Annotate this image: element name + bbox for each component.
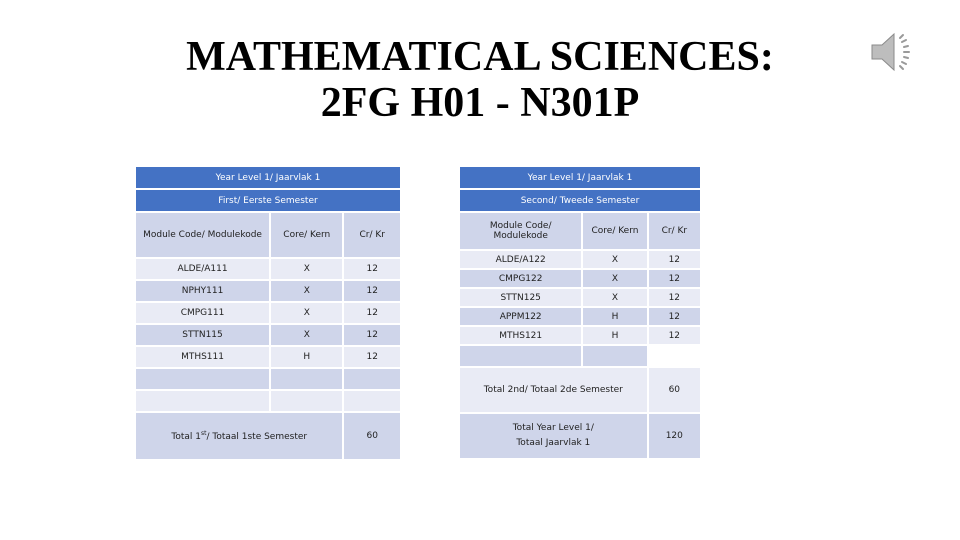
module-code-cell: APPM122 bbox=[459, 307, 582, 326]
credit-cell: 12 bbox=[343, 324, 401, 346]
table-row bbox=[459, 250, 701, 269]
empty-row bbox=[135, 368, 401, 390]
core-cell: X bbox=[582, 250, 647, 269]
column-header-credits: Cr/ Kr bbox=[343, 212, 401, 258]
credit-cell: 12 bbox=[648, 307, 701, 326]
table-row bbox=[459, 326, 701, 345]
year-total-label: Total Year Level 1/ Totaal Jaarvlak 1 bbox=[459, 413, 648, 459]
title-line-2: 2FG H01 - N301P bbox=[320, 80, 640, 126]
first-semester-table bbox=[134, 165, 402, 461]
total-value: 60 bbox=[343, 412, 401, 460]
semester-total-row bbox=[459, 367, 701, 413]
year-level-header: Year Level 1/ Jaarvlak 1 bbox=[135, 166, 401, 189]
module-code-cell: MTHS121 bbox=[459, 326, 582, 345]
second-semester-table bbox=[458, 165, 702, 460]
year-level-header: Year Level 1/ Jaarvlak 1 bbox=[459, 166, 701, 189]
year-total-value: 120 bbox=[648, 413, 701, 459]
empty-row bbox=[459, 345, 701, 367]
credit-cell: 12 bbox=[648, 250, 701, 269]
column-header-module-code: Module Code/ Modulekode bbox=[135, 212, 270, 258]
core-cell: H bbox=[582, 307, 647, 326]
semester-header: First/ Eerste Semester bbox=[135, 189, 401, 212]
core-cell: H bbox=[582, 326, 647, 345]
core-cell: X bbox=[582, 288, 647, 307]
credit-cell: 12 bbox=[648, 288, 701, 307]
credit-cell: 12 bbox=[648, 269, 701, 288]
total-label: Total 1st/ Totaal 1ste Semester bbox=[135, 412, 343, 460]
speaker-icon[interactable] bbox=[868, 28, 920, 76]
credit-cell: 12 bbox=[343, 258, 401, 280]
table-row bbox=[135, 280, 401, 302]
credit-cell: 12 bbox=[343, 302, 401, 324]
core-cell: X bbox=[582, 269, 647, 288]
core-cell: X bbox=[270, 258, 343, 280]
semester-total-label: Total 2nd/ Totaal 2de Semester bbox=[459, 367, 648, 413]
page-title bbox=[0, 34, 960, 126]
module-code-cell: CMPG111 bbox=[135, 302, 270, 324]
table-row bbox=[459, 307, 701, 326]
empty-row bbox=[135, 390, 401, 412]
module-code-cell: STTN125 bbox=[459, 288, 582, 307]
column-header-credits: Cr/ Kr bbox=[648, 212, 701, 250]
semester-header: Second/ Tweede Semester bbox=[459, 189, 701, 212]
module-code-cell: MTHS111 bbox=[135, 346, 270, 368]
core-cell: X bbox=[270, 324, 343, 346]
module-code-cell: ALDE/A122 bbox=[459, 250, 582, 269]
table-row bbox=[459, 269, 701, 288]
module-code-cell: CMPG122 bbox=[459, 269, 582, 288]
credit-cell: 12 bbox=[648, 326, 701, 345]
table-row bbox=[135, 324, 401, 346]
module-code-cell: ALDE/A111 bbox=[135, 258, 270, 280]
year-total-row bbox=[459, 413, 701, 459]
module-code-cell: NPHY111 bbox=[135, 280, 270, 302]
credit-cell: 12 bbox=[343, 346, 401, 368]
table-row bbox=[135, 258, 401, 280]
table-row bbox=[135, 302, 401, 324]
column-header-core: Core/ Kern bbox=[270, 212, 343, 258]
semester-total-value: 60 bbox=[648, 367, 701, 413]
credit-cell: 12 bbox=[343, 280, 401, 302]
table-row bbox=[135, 346, 401, 368]
column-header-core: Core/ Kern bbox=[582, 212, 647, 250]
table-row bbox=[459, 288, 701, 307]
core-cell: X bbox=[270, 302, 343, 324]
core-cell: H bbox=[270, 346, 343, 368]
title-line-1: MATHEMATICAL SCIENCES: bbox=[186, 34, 774, 80]
column-header-module-code: Module Code/ Modulekode bbox=[459, 212, 582, 250]
core-cell: X bbox=[270, 280, 343, 302]
total-row bbox=[135, 412, 401, 460]
module-code-cell: STTN115 bbox=[135, 324, 270, 346]
